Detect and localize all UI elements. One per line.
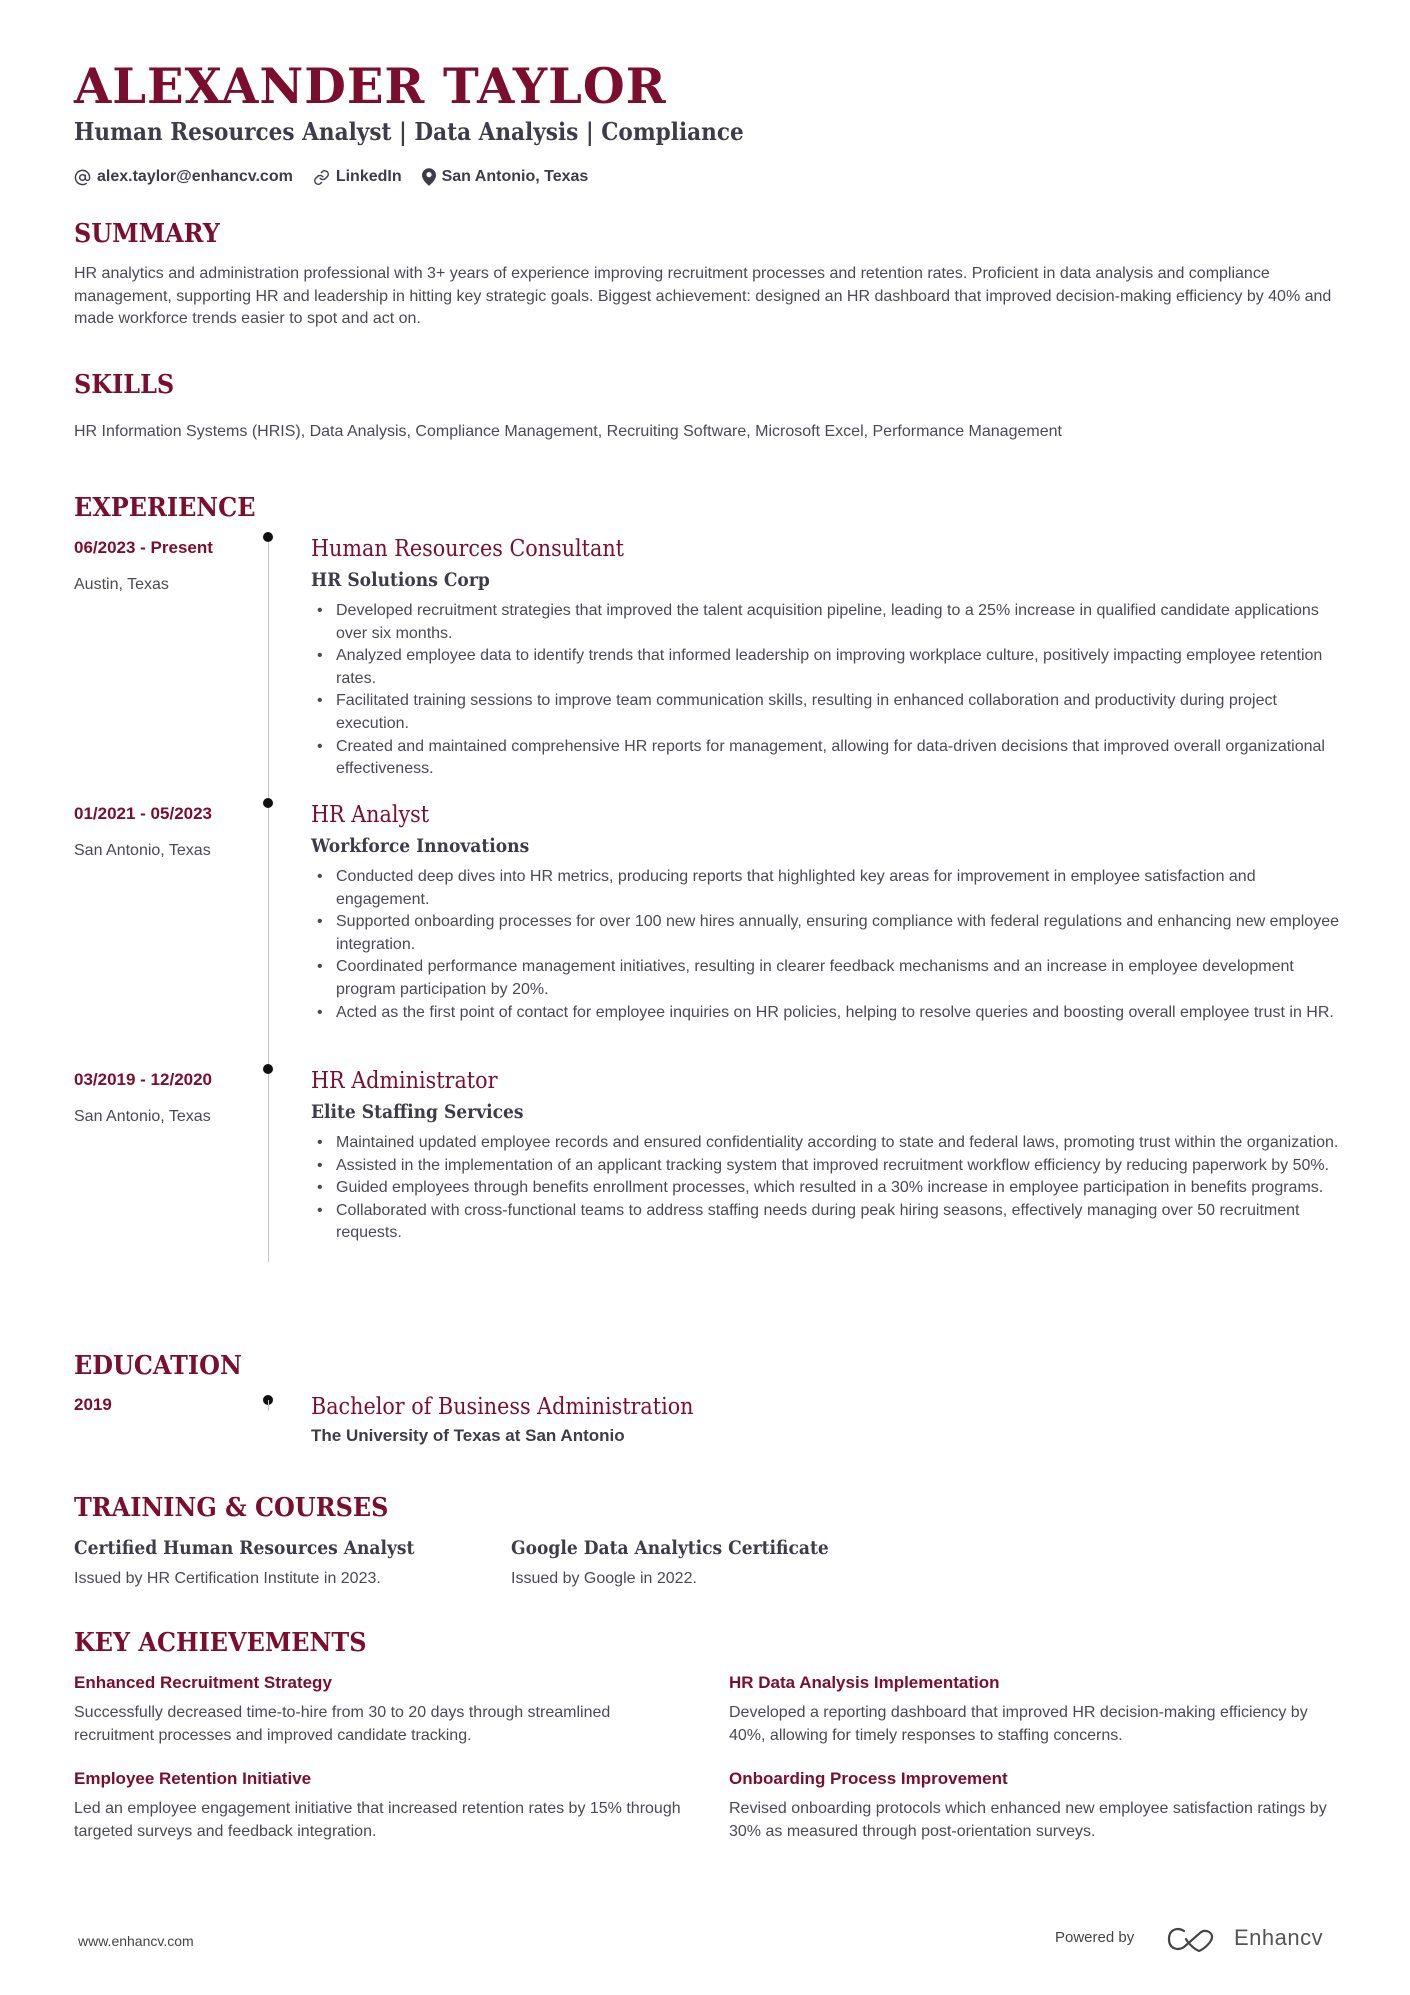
job-bullet: • Acted as the first point of contact for employee inquiries on HR policies, helping to resolve queries and boosting overall employee trust in HR. [311,1002,1351,1025]
contact-email[interactable] [74,168,293,186]
job-bullet: • Guided employees through benefits enrollment processes, which resulted in a 30% increase in employee participation in benefits programs. [311,1177,1351,1200]
section-title-skills: SKILLS [74,370,175,400]
contact-linkedin-text: LinkedIn [335,168,402,185]
job-location: Austin, Texas [74,576,169,593]
achievement-desc: Developed a reporting dashboard that improved HR decision-making efficiency by 40%, allowing for timely responses to staffing concerns. [729,1704,1308,1744]
job-bullet: • Facilitated training sessions to improve team communication skills, resulting in enhanced collaboration and productivity during project execution. [311,690,1351,735]
education-year: 2019 [74,1395,112,1414]
section-title-education: EDUCATION [74,1351,242,1381]
link-icon [313,169,330,186]
timeline-dot [263,798,273,808]
course-title: Certified Human Resources Analyst [74,1537,415,1559]
job-bullets [311,600,1351,781]
contact-bar [74,166,588,188]
headline: Human Resources Analyst | Data Analysis | Compliance [74,117,744,146]
job-dates: 06/2023 - Present [74,538,213,557]
section-title-training: TRAINING & COURSES [74,1493,389,1523]
education-timeline-line [268,1400,269,1411]
job-title: HR Administrator [311,1068,498,1094]
job-company: Elite Staffing Services [311,1101,524,1123]
education-school: The University of Texas at San Antonio [311,1426,625,1445]
job-title: Human Resources Consultant [311,536,624,562]
job-bullet: • Developed recruitment strategies that improved the talent acquisition pipeline, leading to a 25% increase in qualified candidate applications over six months. [311,600,1351,645]
achievement-title: Enhanced Recruitment Strategy [74,1673,332,1692]
timeline-dot [263,532,273,542]
candidate-name: ALEXANDER TAYLOR [74,57,667,115]
job-company: HR Solutions Corp [311,569,490,591]
job-title: HR Analyst [311,802,430,828]
timeline-dot [263,1064,273,1074]
footer-url-link[interactable]: www.enhancv.com [78,1933,194,1949]
course-title: Google Data Analytics Certificate [511,1537,829,1559]
powered-by-label: Powered by [1055,1929,1135,1946]
experience-timeline-line [268,537,269,1262]
course-desc: Issued by HR Certification Institute in 2023. [74,1570,381,1587]
section-title-achievements: KEY ACHIEVEMENTS [74,1628,367,1658]
job-bullet: • Created and maintained comprehensive HR reports for management, allowing for data-driven decisions that improved overall organizational effectiveness. [311,736,1351,781]
job-location: San Antonio, Texas [74,842,211,859]
location-pin-icon [422,168,436,186]
achievement-desc: Successfully decreased time-to-hire from 30 to 20 days through streamlined recruitment processes and improved candidate tracking. [74,1704,611,1744]
job-bullet: • Collaborated with cross-functional teams to address staffing needs during peak hiring seasons, effectively managing over 50 recruitment requests. [311,1200,1351,1245]
contact-location [422,168,589,186]
job-dates: 01/2021 - 05/2023 [74,804,213,823]
enhancv-logo-icon [1166,1925,1216,1958]
job-dates: 03/2019 - 12/2020 [74,1070,213,1089]
achievement-title: HR Data Analysis Implementation [729,1673,1000,1692]
job-bullet: • Maintained updated employee records and ensured confidentiality according to state and federal laws, promoting trust within the organization. [311,1132,1351,1155]
course-desc: Issued by Google in 2022. [511,1570,697,1587]
summary-text: HR analytics and administration professional with 3+ years of experience improving recruitment processes and retention rates. Proficient in data analysis and compliance management, supporting HR and leadership in hitting key strategic goals. Biggest achievement: designed an HR dashboard that improved decision-making efficiency by 40% and made workforce trends easier to spot and act on. [74,265,1332,328]
achievement-desc: Led an employee engagement initiative that increased retention rates by 15% through targeted surveys and feedback integration. [74,1800,681,1840]
achievement-title: Onboarding Process Improvement [729,1769,1008,1788]
job-bullet: • Coordinated performance management initiatives, resulting in clearer feedback mechanisms and an increase in employee development program participation by 20%. [311,956,1351,1001]
job-bullet: • Supported onboarding processes for over 100 new hires annually, ensuring compliance with federal regulations and enhancing new employee integration. [311,911,1351,956]
section-title-summary: SUMMARY [74,219,220,249]
job-bullet: • Analyzed employee data to identify trends that informed leadership on improving workplace culture, positively impacting employee retention rates. [311,645,1351,690]
achievement-desc: Revised onboarding protocols which enhanced new employee satisfaction ratings by 30% as measured through post-orientation surveys. [729,1800,1327,1840]
contact-email-text: alex.taylor@enhancv.com [97,168,293,185]
skills-text: HR Information Systems (HRIS), Data Analysis, Compliance Management, Recruiting Software, Microsoft Excel, Performance Management [74,423,1062,440]
job-bullet: • Conducted deep dives into HR metrics, producing reports that highlighted key areas for improvement in employee satisfaction and engagement. [311,866,1351,911]
education-degree: Bachelor of Business Administration [311,1394,694,1420]
section-title-experience: EXPERIENCE [74,493,256,523]
contact-location-text: San Antonio, Texas [441,168,589,185]
job-company: Workforce Innovations [311,835,530,857]
job-location: San Antonio, Texas [74,1108,211,1125]
brand-name: Enhancv [1234,1925,1324,1950]
job-bullet: • Assisted in the implementation of an applicant tracking system that improved recruitment workflow efficiency by reducing paperwork by 50%. [311,1155,1351,1178]
job-bullets [311,1132,1351,1245]
job-bullets [311,866,1351,1024]
contact-linkedin[interactable] [313,168,402,186]
achievement-title: Employee Retention Initiative [74,1769,312,1788]
at-icon [74,169,91,186]
